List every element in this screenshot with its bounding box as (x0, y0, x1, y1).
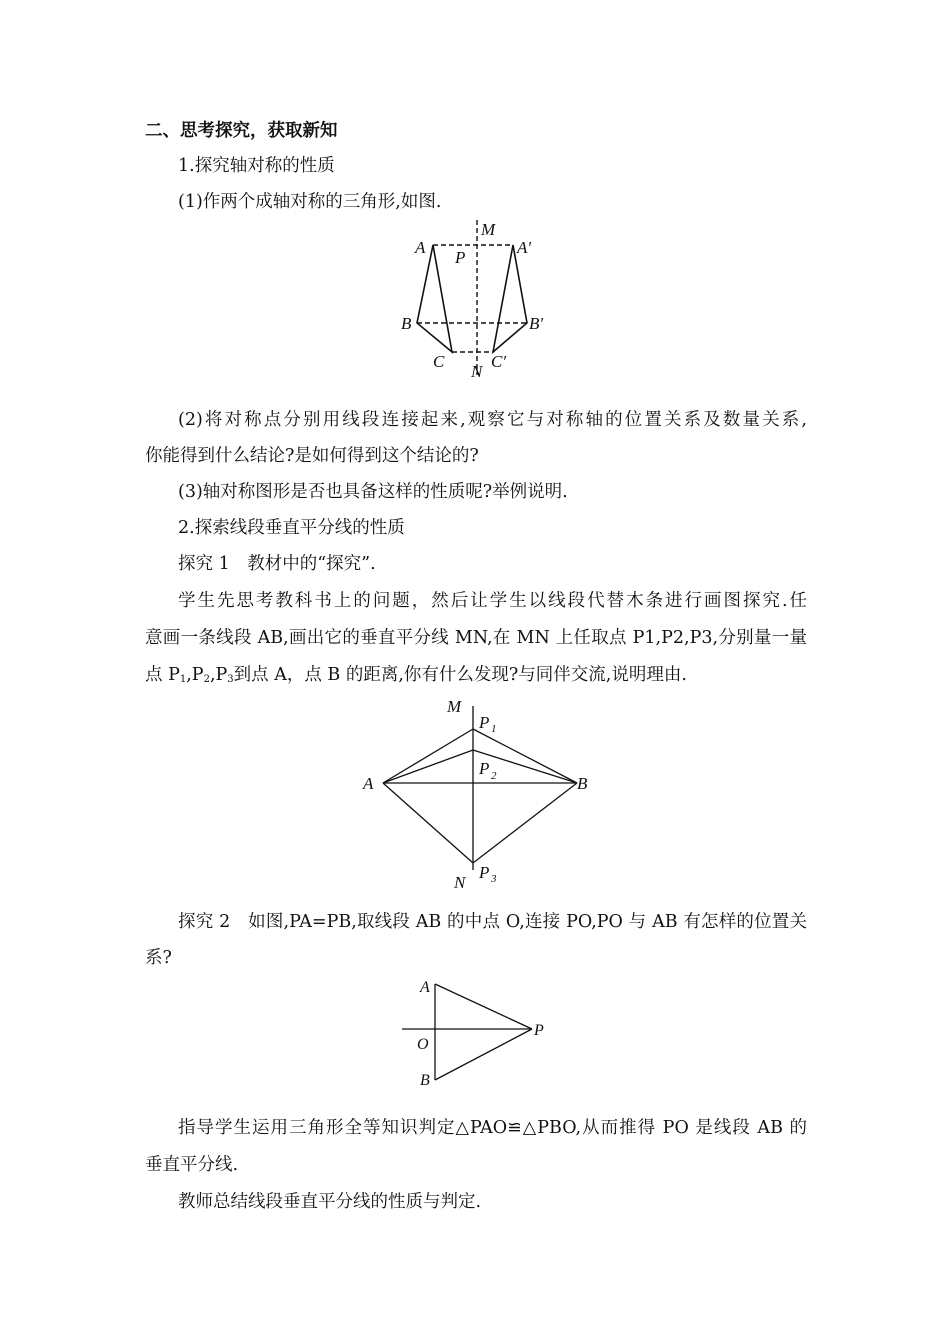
label-C: C (433, 352, 445, 371)
item1-step2-line2: 你能得到什么结论?是如何得到这个结论的? (145, 446, 479, 466)
explore2-line1: 探究 2 如图,PA=PB,取线段 AB 的中点 O,连接 PO,PO 与 AB 有怎样的位置关 (178, 912, 807, 932)
label-A: A (415, 238, 426, 257)
label-B-prime: B′ (529, 314, 544, 333)
segment-pb (435, 1029, 532, 1080)
item1-step1: (1)作两个成轴对称的三角形,如图. (178, 192, 442, 212)
point-p3: ,P (209, 665, 228, 685)
explore1-para-line2: 意画一条线段 AB,画出它的垂直平分线 MN,在 MN 上任取点 P1,P2,P3,分别量一量 (145, 628, 807, 648)
explore2-line2: 系? (145, 948, 172, 968)
label-B: B (577, 774, 588, 793)
label-P: P (534, 1022, 544, 1039)
label-B: B (401, 314, 412, 333)
guide-line1: 指导学生运用三角形全等知识判定△PAO≌△PBO,从而推得 PO 是线段 AB 的 (178, 1118, 807, 1138)
section-heading: 二、思考探究，获取新知 (145, 121, 338, 141)
label-P: P (455, 248, 466, 267)
explore1-para-line3 (145, 662, 687, 693)
label-P2: P (479, 759, 490, 778)
explore1-para-line1: 学生先思考教科书上的问题，然后让学生以线段代替木条进行画图探究.任 (178, 591, 807, 611)
guide-line2: 垂直平分线. (145, 1155, 239, 1175)
figure-pa-pb (400, 972, 560, 1092)
segment-pa (435, 984, 532, 1029)
line3-suffix: 到点 A，点 B 的距离,你有什么发现?与同伴交流,说明理由. (233, 665, 687, 685)
point-p2: ,P (186, 665, 204, 685)
subscript-1: 1 (179, 674, 187, 685)
label-N: N (471, 362, 483, 381)
label-M: M (447, 697, 462, 716)
label-P1-sub: 1 (491, 723, 497, 735)
line3-prefix: 点 (145, 665, 169, 685)
item1-step2-line1: (2)将对称点分别用线段连接起来,观察它与对称轴的位置关系及数量关系, (178, 410, 807, 430)
label-A: A (363, 774, 374, 793)
label-P3: P (479, 863, 490, 882)
figure-axial-symmetry (395, 215, 565, 385)
segment-p3b (473, 783, 577, 863)
summary: 教师总结线段垂直平分线的性质与判定. (178, 1192, 482, 1212)
label-O: O (417, 1036, 429, 1053)
figure-perpendicular-bisector (355, 692, 595, 892)
item1-step3: (3)轴对称图形是否也具备这样的性质呢?举例说明. (178, 482, 568, 502)
label-A: A (420, 979, 430, 996)
label-B: B (420, 1072, 430, 1089)
label-N: N (454, 873, 466, 892)
subscript-3: 3 (227, 674, 234, 685)
item2-title: 2.探索线段垂直平分线的性质 (178, 518, 405, 538)
segment-p2a (383, 750, 473, 783)
item1-title: 1.探究轴对称的性质 (178, 156, 335, 176)
label-P2-sub: 2 (491, 770, 497, 782)
subscript-2: 2 (203, 674, 210, 685)
label-A-prime: A′ (517, 238, 532, 257)
label-P1: P (479, 713, 490, 732)
label-M: M (481, 220, 496, 239)
label-C-prime: C′ (491, 352, 507, 371)
triangle-abc (417, 245, 452, 352)
segment-p1a (383, 729, 473, 783)
point-p1: P (168, 665, 180, 685)
explore1-heading: 探究 1 教材中的“探究”. (178, 554, 376, 574)
label-P3-sub: 3 (491, 873, 497, 885)
segment-p3a (383, 783, 473, 863)
triangle-a-prime-b-prime-c-prime (493, 245, 527, 352)
